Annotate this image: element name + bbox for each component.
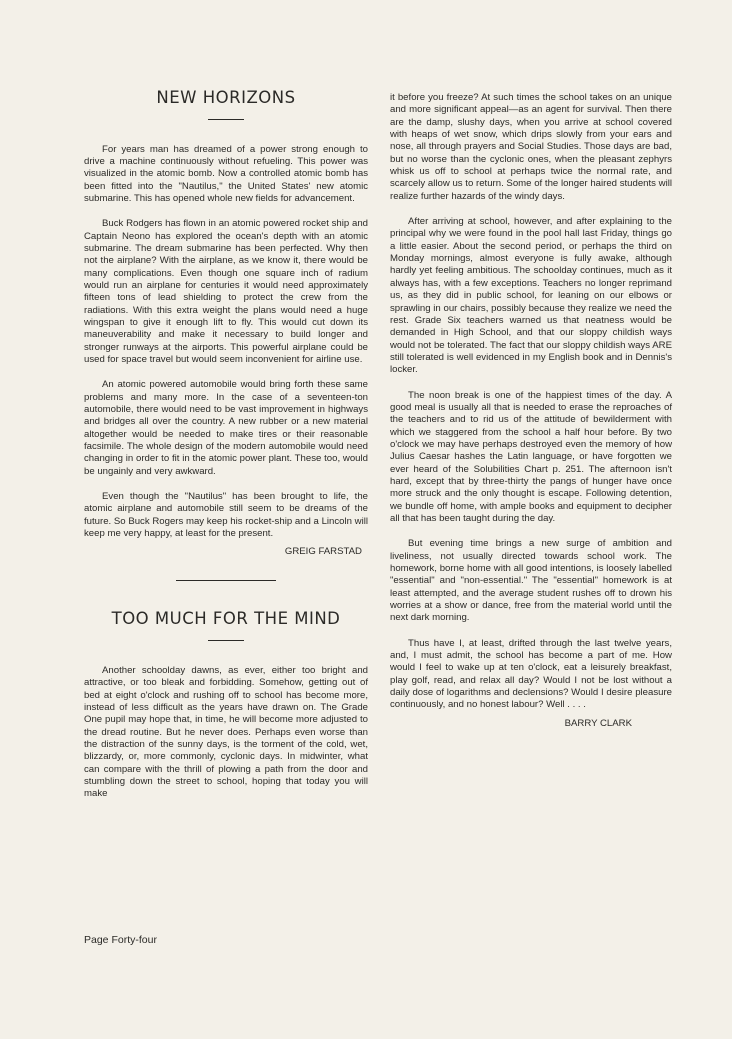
paragraph: For years man has dreamed of a power strong enough to drive a machine continuously without refueling. This power was visualized in the atomic bomb. Now a controlled atomic bomb has been fitted into the "Nautilus," the United States' new atomic submarine. This has opened whole new fields for advancement. xyxy=(84,143,368,204)
right-column xyxy=(390,92,672,730)
paragraph: An atomic powered automobile would bring forth these same problems and many more. In the case of a seventeen-ton automobile, there would need to be vast improvement in highways and bridges all over the country. A new rubber or a new material altogether would be needed to make tires or their reasonable facsimile. The whole design of the modern automobile would need changing in order to fit in the atomic power plant. These too, would be ungainly and very awkward. xyxy=(84,379,368,477)
paragraph: Another schoolday dawns, as ever, either too bright and attractive, or too bleak and forbidding. Somehow, getting out of bed at eight o'clock and rushing off to school has become more, instead of less difficult as the years have drawn on. The Grade One pupil may hope that, in time, he will become more adjusted to the dread routine. But he never does. Perhaps even worse than the distraction of the sunny days, is the torment of the cold, wet, blizzardy, or, more commonly, cyclonic days. In midwinter, what can compare with the thrill of plowing a path from the door and stumbling down the street to school, hoping that today you will make xyxy=(84,664,368,800)
section-divider xyxy=(176,580,276,581)
title-underline xyxy=(208,119,244,120)
author-byline: BARRY CLARK xyxy=(564,717,632,729)
title-underline xyxy=(208,640,244,641)
author-byline: GREIG FARSTAD xyxy=(284,546,362,558)
paragraph: Thus have I, at least, drifted through the last twelve years, and, I must admit, the school has become a part of me. How would I feel to wake up at ten o'clock, eat a leisurely breakfast, play golf, read, and relax all day? Would I not be lost without a daily dose of logarithms and declensions? Would I desire pleasure continuously, and no honest labour? Well . . . . xyxy=(390,637,672,711)
paragraph: But evening time brings a new surge of ambition and liveliness, not usually directed towards school work. The homework, borne home with all good intentions, is loosely labelled "essential" and "non-essential." The "essential" homework is at least attempted, and the average student rushes off to drown his worries at a show or dance, free from the material world until the next dark morning. xyxy=(390,538,672,624)
paragraph: After arriving at school, however, and after explaining to the principal why we were found in the pool hall last Friday, things go a little easier. About the second period, or perhaps the third on Monday mornings, almost everyone is fully awake, although hardly yet feeling ambitious. The schoolday continues, much as it always has, with a few exceptions. Teachers no longer reprimand us, as they did in public school, for leaning on our elbows or sprawling in our chairs, possibly because they realize we need the rest. Grade Six teachers warned us that neatness would be demanded in High School, and that our sloppy childish ways would not be tolerated. The fact that our sloppy childish ways ARE still tolerated is well evidenced in my English book and in Dennis's locker. xyxy=(390,216,672,376)
article-title-new-horizons: NEW HORIZONS xyxy=(156,88,296,107)
paragraph: The noon break is one of the happiest times of the day. A good meal is usually all that is needed to erase the reproaches of the teachers and to rid us of the attitude of bewilderment with which we staggered from the school a half hour before. By two o'clock we may have perhaps destroyed even the memory of how Julius Caesar hashes the Latin language, or have forgotten we ever heard of the Solubilities Chart p. 251. The afternoon isn't hard, except that by three-thirty the pangs of hunger have once more struck and the only thought is escape. Following detention, we bundle off home, with ample books and equipment to decipher all that has been taught during the day. xyxy=(390,389,672,524)
paragraph: Even though the "Nautilus" has been brought to life, the atomic airplane and automobile still seem to be dreams of the future. So Buck Rogers may keep his rocket-ship and a Lincoln will keep me very happy, at least for the present. xyxy=(84,491,368,540)
paragraph: it before you freeze? At such times the school takes on an unique and more significant appeal—as an agent for survival. Then there are the damp, slushy days, when you arrive at school covered with heaps of wet snow, which drips slowly from your ears and nose, all through prayers and Social Studies. Those days are bad, but no worse than the cyclonic ones, when the pleasant zephyrs whisk us off to school at perhaps twice the normal rate, and scarcely allow us to return. Some of the longer haired students will realize further hazards of the windy days. xyxy=(390,92,672,202)
left-column xyxy=(84,90,368,814)
paragraph: Buck Rodgers has flown in an atomic powered rocket ship and Captain Neono has explored the ocean's depth with an atomic submarine. The dream submarine has been perfected. Why then not the airplane? With the airplane, as we know it, there would be many complications. Even though one square inch of radium would run an airplane for centuries it would need approximately fifteen tons of lead shielding to protect the crew from the radiations. With this extra weight the plans would need a huge wingspan to give it enough lift to fly. This would cut down its maneuverability and make it necessary to build longer and stronger runways at the airports. This powerful airplane could be used for space travel but would seem inconvenient for airline use. xyxy=(84,218,368,365)
page-number-footer: Page Forty-four xyxy=(84,934,157,946)
article-title-too-much-for-the-mind: TOO MUCH FOR THE MIND xyxy=(111,609,341,629)
